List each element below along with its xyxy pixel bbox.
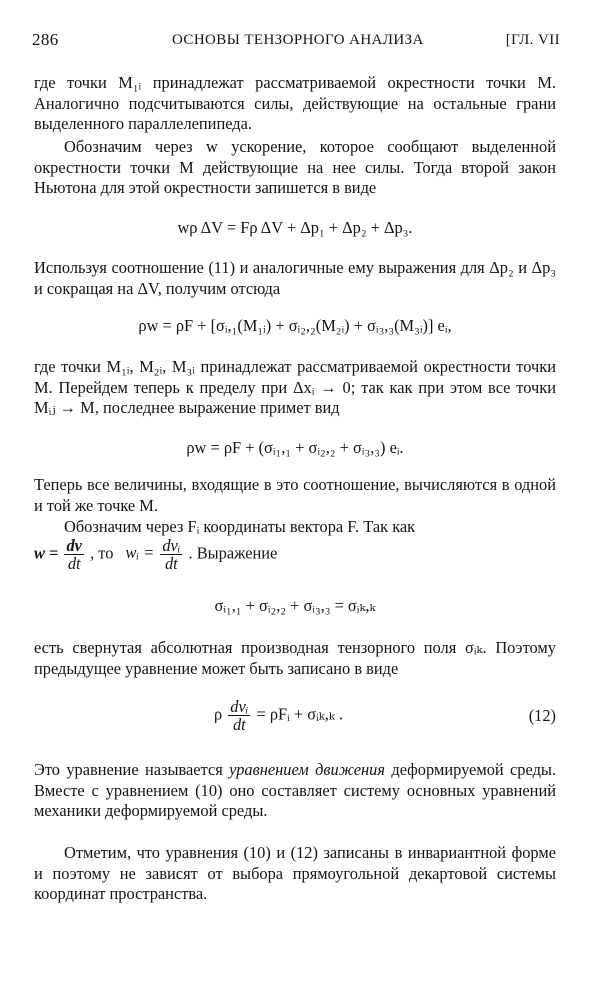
fraction-motion: $\frac{\text{dvᵢ}}{dt}$ — [230, 697, 249, 734]
paragraph-1: где точки M₁ᵢ принадлежат рассматриваемой окрестности точки M. Аналогично подсчитываются силы, действующие на остальные грани выделенного параллелепипеда. — [34, 73, 556, 133]
emphasized-term: уравнением движения — [229, 760, 385, 779]
paragraph-7: есть свернутая абсолютная производная тензорного поля σᵢₖ. Поэтому предыдущее уравнение может быть записано в виде — [34, 638, 556, 678]
paragraph-8: Это уравнение называется уравнением движения деформируемой среды. Вместе с уравнением (10) оно составляет систему основных уравнений механики деформируемой среды. — [34, 760, 557, 820]
paragraph-5: Теперь все величины, входящие в это соотношение, вычисляются в одной и той же точке M. — [34, 475, 556, 515]
equation-motion: ρ $\frac{\text{dvᵢ}}{dt}$ = ρFᵢ + σᵢₖ,ₖ . — [214, 697, 344, 734]
connector-word: , то — [90, 543, 114, 563]
equation-limit: ρw = ρF + (σᵢ₁,₁ + σᵢ₂,₂ + σᵢ₃,₃) eᵢ. — [186, 438, 404, 457]
equation-reduced: ρw = ρF + [σᵢ,₁(M₁ᵢ) + σᵢ₂,₂(M₂ᵢ) + σᵢ₃,₃(M₃ᵢ)] eᵢ, — [138, 316, 452, 335]
paragraph-2: Обозначим через w ускорение, которое сообщают выделенной окрестности точки M действующие на нее силы. Тогда второй закон Ньютона для этой окрестности запишется в виде — [34, 137, 556, 197]
w-definition-lhs: w = — [34, 543, 59, 563]
wi-definition-lhs: wᵢ = — [125, 543, 155, 563]
definition-line — [34, 537, 277, 572]
running-title: ОСНОВЫ ТЕНЗОРНОГО АНАЛИЗА — [172, 32, 424, 48]
equation-contracted: σᵢ₁,₁ + σᵢ₂,₂ + σᵢ₃,₃ = σᵢₖ,ₖ — [214, 596, 376, 615]
page-number: 286 — [32, 30, 59, 49]
paragraph-3: Используя соотношение (11) и аналогичные ему выражения для Δp₂ и Δp₃ и сокращая на ΔV, получим отсюда — [34, 258, 556, 298]
fraction-dvi-dt: $\frac{\text{dvᵢ}}{dt}$ — [162, 536, 181, 573]
expression-word: . Выражение — [188, 543, 278, 563]
paragraph-4: где точки M₁ᵢ, M₂ᵢ, M₃ᵢ принадлежат рассматриваемой окрестности точки M. Перейдем теперь к пределу при Δxᵢ → 0; так как при этом все точки Mᵢⱼ → M, последнее выражение примет вид — [34, 357, 556, 417]
page-header — [32, 30, 560, 50]
chapter-label: [ГЛ. VII — [505, 32, 560, 48]
equation-newton: wρ ΔV = Fρ ΔV + Δp₁ + Δp₂ + Δp₃. — [177, 218, 413, 237]
paragraph-6: Обозначим через Fᵢ координаты вектора F. Так как — [64, 517, 416, 536]
equation-number-12: (12) — [528, 706, 556, 725]
paragraph-9: Отметим, что уравнения (10) и (12) записаны в инвариантной форме и поэтому не зависят от выбора прямоугольной декартовой системы координат пространства. — [34, 843, 556, 903]
fraction-dv-dt: $\frac{dv}{dt}$ — [66, 536, 82, 573]
